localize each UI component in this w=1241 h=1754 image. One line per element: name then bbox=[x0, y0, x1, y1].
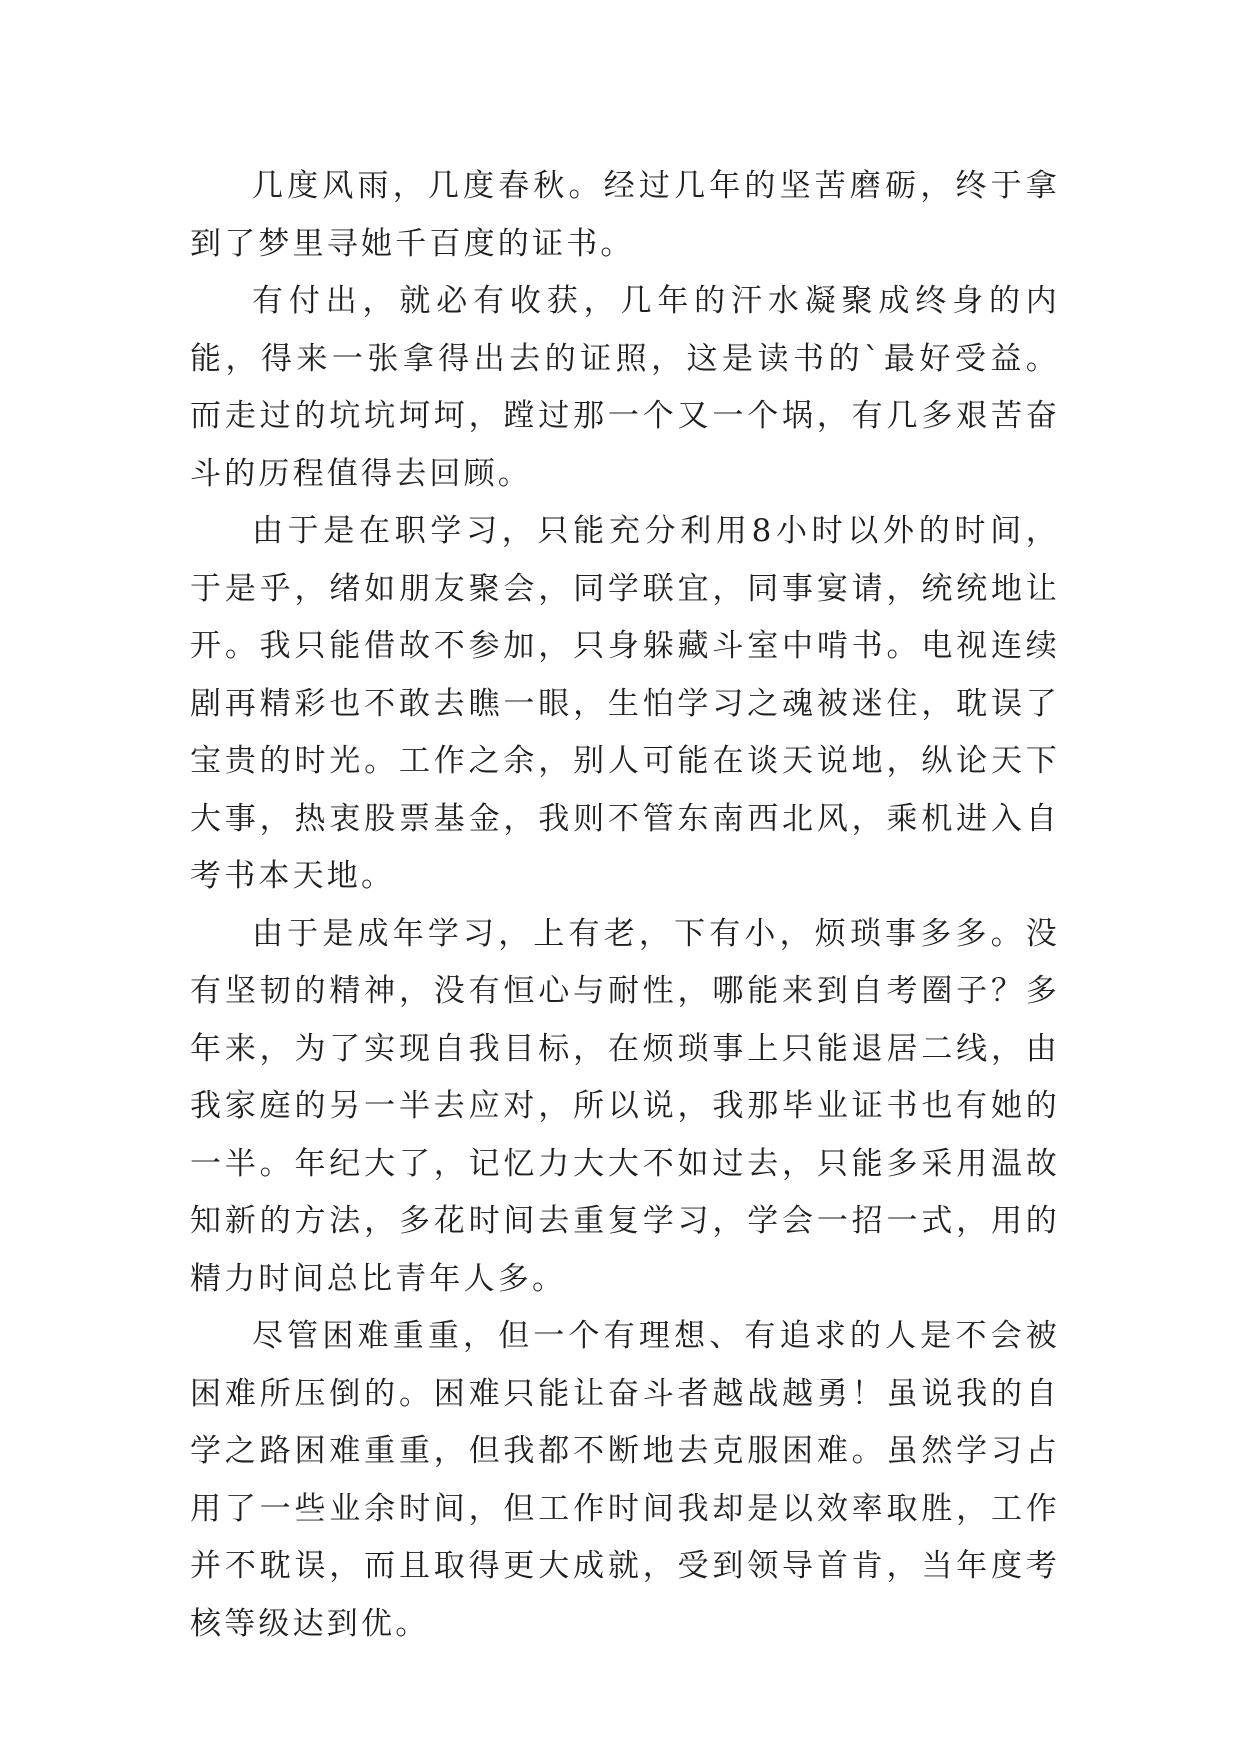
paragraph-4: 由于是成年学习，上有老，下有小，烦琐事多多。没有坚韧的精神，没有恒心与耐性，哪能来到自考圈子？多年来，为了实现自我目标，在烦琐事上只能退居二线，由我家庭的另一半去应对，所以说，我那毕业证书也有她的一半。年纪大了，记忆力大大不如过去，只能多采用温故知新的方法，多花时间去重复学习，学会一招一式，用的精力时间总比青年人多。 bbox=[190, 915, 1060, 1297]
body-text bbox=[190, 158, 1060, 1653]
paragraph-5: 尽管困难重重，但一个有理想、有追求的人是不会被困难所压倒的。困难只能让奋斗者越战越勇！虽说我的自学之路困难重重，但我都不断地去克服困难。虽然学习占用了一些业余时间，但工作时间我却是以效率取胜，工作并不耽误，而且取得更大成就，受到领导首肯，当年度考核等级达到优。 bbox=[190, 1318, 1060, 1642]
paragraph-1: 几度风雨，几度春秋。经过几年的坚苦磨砺，终于拿到了梦里寻她千百度的证书。 bbox=[190, 168, 1060, 262]
paragraph-3: 由于是在职学习，只能充分利用8小时以外的时间，于是乎，绪如朋友聚会，同学联宜，同事宴请，统统地让开。我只能借故不参加，只身躲藏斗室中啃书。电视连续剧再精彩也不敢去瞧一眼，生怕学习之魂被迷住，耽误了宝贵的时光。工作之余，别人可能在谈天说地，纵论天下大事，热衷股票基金，我则不管东南西北风，乘机进入自考书本天地。 bbox=[190, 513, 1060, 894]
paragraph-2: 有付出，就必有收获，几年的汗水凝聚成终身的内能，得来一张拿得出去的证照，这是读书的`最好受益。而走过的坑坑坷坷，蹚过那一个又一个埚，有几多艰苦奋斗的历程值得去回顾。 bbox=[190, 283, 1060, 492]
